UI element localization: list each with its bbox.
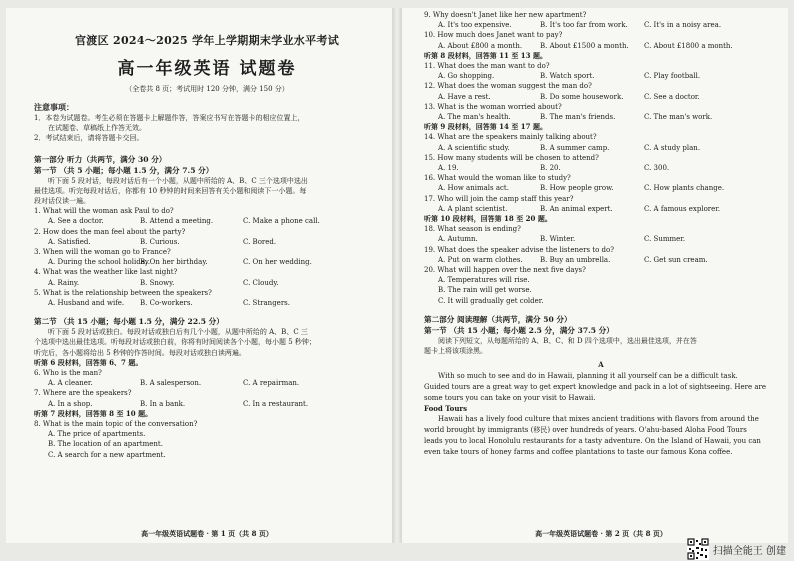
option: A. A cleaner. <box>48 379 93 388</box>
option: C. It's in a noisy area. <box>644 21 722 30</box>
option: B. An animal expert. <box>540 204 613 213</box>
option: C. Play football. <box>644 72 701 81</box>
material-heading: 听第 7 段材料，回答第 8 至 10 题。 <box>34 408 153 418</box>
page-footer: 高一年级英语试题卷 · 第 1 页（共 8 页） <box>141 529 273 538</box>
material-heading: 听第 8 段材料，回答第 11 至 13 题。 <box>424 50 547 60</box>
option: C. See a doctor. <box>644 92 700 101</box>
option: B. Watch sport. <box>540 72 595 81</box>
option: C. It will gradually get colder. <box>438 296 544 305</box>
option: B. Do some housework. <box>540 92 624 101</box>
options-row <box>424 143 778 153</box>
options-row <box>34 216 380 226</box>
instruction-line: 听下面 5 段对话，每段对话后有一个小题，从题中所给的 A、B、C 三个选项中选出 <box>48 176 308 185</box>
option: C. Summer. <box>644 235 686 244</box>
option: B. Co-workers. <box>140 299 193 308</box>
food-tours-heading: Food Tours <box>424 403 468 413</box>
options-row <box>424 92 778 102</box>
options-row <box>34 399 380 409</box>
question-text: 4. What was the weather like last night? <box>34 268 178 277</box>
options-row <box>424 234 778 244</box>
instruction-line: 最佳选项。听完每段对话后，你都有 10 秒钟的时间来回答有关小题和阅读下一小题。每 <box>34 186 307 195</box>
question-text: 12. What does the woman suggest the man do? <box>424 82 592 91</box>
option: A. Husband and wife. <box>48 299 125 308</box>
passage-letter: A <box>598 360 604 370</box>
option: A. Satisfied. <box>48 237 91 246</box>
instruction-line: 听完后，各小题将给出 5 秒钟的作答时间。每段对话或独白读两遍。 <box>34 348 246 357</box>
paper-meta: （全卷共 8 页；考试用时 120 分钟，满分 150 分） <box>125 85 289 93</box>
option: C. Make a phone call. <box>243 217 320 226</box>
left-page <box>6 8 392 543</box>
option: A. In a shop. <box>48 399 93 408</box>
material-heading: 听第 9 段材料，回答第 14 至 17 题。 <box>424 122 547 132</box>
options-row <box>424 41 778 51</box>
option: A. During the school holiday. <box>48 258 151 267</box>
question-block <box>34 206 380 308</box>
passage-line: leads you to local Honolulu restaurants for a tasty adventure. On the Island of Hawaii, you can <box>424 436 761 445</box>
instruction-line: 个选项中选出最佳选项。听每段对话或独白前，你将有时间阅读各个小题，每小题 5 秒钟； <box>34 338 316 347</box>
notice-line: 1．本卷为试题卷。考生必须在答题卡上解题作答，答案应书写在答题卡的相应位置上， <box>34 114 305 122</box>
page-footer: 高一年级英语试题卷 · 第 2 页（共 8 页） <box>535 529 667 538</box>
option: C. On her wedding. <box>243 258 312 267</box>
scanner-brand-text: 扫描全能王 创建 <box>712 545 786 557</box>
question-text: 1. What will the woman ask Paul to do? <box>34 207 174 216</box>
material-heading: 听第 6 段材料，回答第 6、7 题。 <box>34 357 143 367</box>
qr-code-icon <box>687 538 709 560</box>
scanner-watermark <box>687 538 786 560</box>
right-page <box>402 8 788 543</box>
options-row <box>34 257 380 267</box>
option: A. Go shopping. <box>438 72 495 81</box>
option: B. Snowy. <box>140 278 175 287</box>
option: B. About £1500 a month. <box>540 41 629 50</box>
option: C. About £1800 a month. <box>644 41 733 50</box>
question-text: 19. What does the speaker advise the listeners to do? <box>424 245 614 254</box>
option: C. A search for a new apartment. <box>48 450 166 459</box>
passage-line: some tours you can take on your visit to Hawaii. <box>424 393 596 402</box>
section1-heading: 第一节 （共 5 小题；每小题 1.5 分，满分 7.5 分） <box>34 165 214 175</box>
option: C. 300. <box>644 164 670 173</box>
option: C. Strangers. <box>243 299 290 308</box>
instruction-line: 题卡上将该项涂黑。 <box>424 347 487 356</box>
section2-heading: 第二节 （共 15 小题；每小题 1.5 分，满分 22.5 分） <box>34 317 224 327</box>
question-text: 8. What is the main topic of the conversation? <box>34 420 198 429</box>
option: A. A plant scientist. <box>438 204 508 213</box>
option: B. The location of an apartment. <box>48 440 163 449</box>
option: B. It's too far from work. <box>540 21 628 30</box>
material-heading: 听第 10 段材料，回答第 18 至 20 题。 <box>424 214 552 224</box>
option: A. Rainy. <box>48 278 80 287</box>
exam-title: 官渡区 2024～2025 学年上学期期末学业水平考试 <box>75 34 339 47</box>
section1-heading: 第一节 （共 15 小题；每小题 2.5 分，满分 37.5 分） <box>424 325 614 335</box>
passage-intro <box>424 371 778 404</box>
option: B. A salesperson. <box>140 379 202 388</box>
question-text: 20. What will happen over the next five days? <box>424 266 586 275</box>
question-text: 18. What season is ending? <box>424 225 521 234</box>
instruction-line: 段对话仅读一遍。 <box>34 197 90 206</box>
question-text: 7. Where are the speakers? <box>34 389 132 398</box>
option: A. 19. <box>438 164 459 173</box>
option: B. 20. <box>540 164 561 173</box>
option: A. Put on warm clothes. <box>438 255 523 264</box>
question-text: 3. When will the woman go to France? <box>34 248 171 257</box>
option: B. Attend a meeting. <box>140 217 214 226</box>
option: B. How people grow. <box>540 184 614 193</box>
options-row <box>34 237 380 247</box>
question-text: 16. What would the woman like to study? <box>424 174 571 183</box>
option: A. Have a rest. <box>438 92 491 101</box>
option: C. A study plan. <box>644 143 701 152</box>
options-row <box>424 71 778 81</box>
question-text: 11. What does the man want to do? <box>424 62 550 71</box>
option: C. How plants change. <box>644 184 725 193</box>
options-row <box>424 204 778 214</box>
option: A. Temperatures will rise. <box>438 276 530 285</box>
options-row <box>34 278 380 288</box>
option: A. About £800 a month. <box>438 41 523 50</box>
option: B. On her birthday. <box>140 258 208 267</box>
option: B. Curious. <box>140 237 180 246</box>
options-row <box>424 163 778 173</box>
option: B. In a bank. <box>140 399 186 408</box>
question-text: 14. What are the speakers mainly talking about? <box>424 133 597 142</box>
options-row <box>424 255 778 265</box>
question-text: 13. What is the woman worried about? <box>424 102 562 111</box>
instruction-line: 听下面 5 段对话或独白。每段对话或独白后有几个小题，从题中所给的 A、B、C 三 <box>48 328 308 337</box>
question-text: 6. Who is the man? <box>34 369 102 378</box>
options-row <box>34 298 380 308</box>
option: C. Cloudy. <box>243 278 279 287</box>
option: A. See a doctor. <box>48 217 104 226</box>
question-text: 10. How much does Janet want to pay? <box>424 31 563 40</box>
passage-line: Guided tours are a great way to get expert knowledge and pack in a lot of sightseeing. Here are <box>424 382 766 391</box>
option: C. Get sun cream. <box>644 255 708 264</box>
paper-title: 高一年级英语 试题卷 <box>117 59 297 79</box>
part2-heading: 第二部分 阅读理解（共两节，满分 50 分） <box>424 314 572 324</box>
option: A. The man's health. <box>438 113 511 122</box>
option: A. Autumn. <box>438 235 478 244</box>
options-row <box>424 112 778 122</box>
options-row <box>424 20 778 30</box>
options-row <box>34 378 380 388</box>
passage-line: Hawaii has a lively food culture that mixes ancient traditions with flavors from around the <box>438 414 759 423</box>
notice-line: 2．考试结束后，请将答题卡交回。 <box>34 134 144 143</box>
passage-line: world brought by immigrants (移民) over hundreds of years. O'ahu-based Aloha Food Tours <box>424 425 747 434</box>
notice-heading: 注意事项： <box>34 102 74 112</box>
option: C. The man's work. <box>644 113 713 122</box>
passage-line: With so much to see and do in Hawaii, planning it all yourself can be a difficult task. <box>438 371 738 380</box>
option: B. Buy an umbrella. <box>540 255 611 264</box>
passage-line: even take tours of honey farms and coffee plantations to taste our famous Kona coffee. <box>424 447 733 456</box>
option: C. Bored. <box>243 237 277 246</box>
option: B. A summer camp. <box>540 143 610 152</box>
option: C. In a restaurant. <box>243 399 309 408</box>
question-text: 15. How many students will be chosen to attend? <box>424 153 599 162</box>
option: C. A famous explorer. <box>644 204 721 213</box>
instruction-line: 阅读下列短文，从每题所给的 A、B、C、和 D 四个选项中，选出最佳选项，并在答 <box>438 336 697 345</box>
question-text: 9. Why doesn't Janet like her new apartment? <box>424 11 587 19</box>
question-text: 5. What is the relationship between the speakers? <box>34 288 212 297</box>
option: A. A scientific study. <box>438 143 510 152</box>
option: A. It's too expensive. <box>438 21 512 30</box>
options-row <box>424 183 778 193</box>
notice-line: 在试题卷、草稿纸上作答无效。 <box>48 124 146 133</box>
part1-heading: 第一部分 听力（共两节，满分 30 分） <box>34 154 167 164</box>
option: A. How animals act. <box>438 184 509 193</box>
question-text: 17. Who will join the camp staff this year? <box>424 194 574 203</box>
option: A. The price of apartments. <box>48 430 146 439</box>
option: B. The rain will get worse. <box>438 286 532 295</box>
food-tours-text <box>424 414 778 458</box>
option: B. The man's friends. <box>540 113 616 122</box>
option: C. A repairman. <box>243 379 300 388</box>
page-spine <box>392 8 402 543</box>
question-text: 2. How does the man feel about the party? <box>34 227 186 236</box>
option: B. Winter. <box>540 235 576 244</box>
